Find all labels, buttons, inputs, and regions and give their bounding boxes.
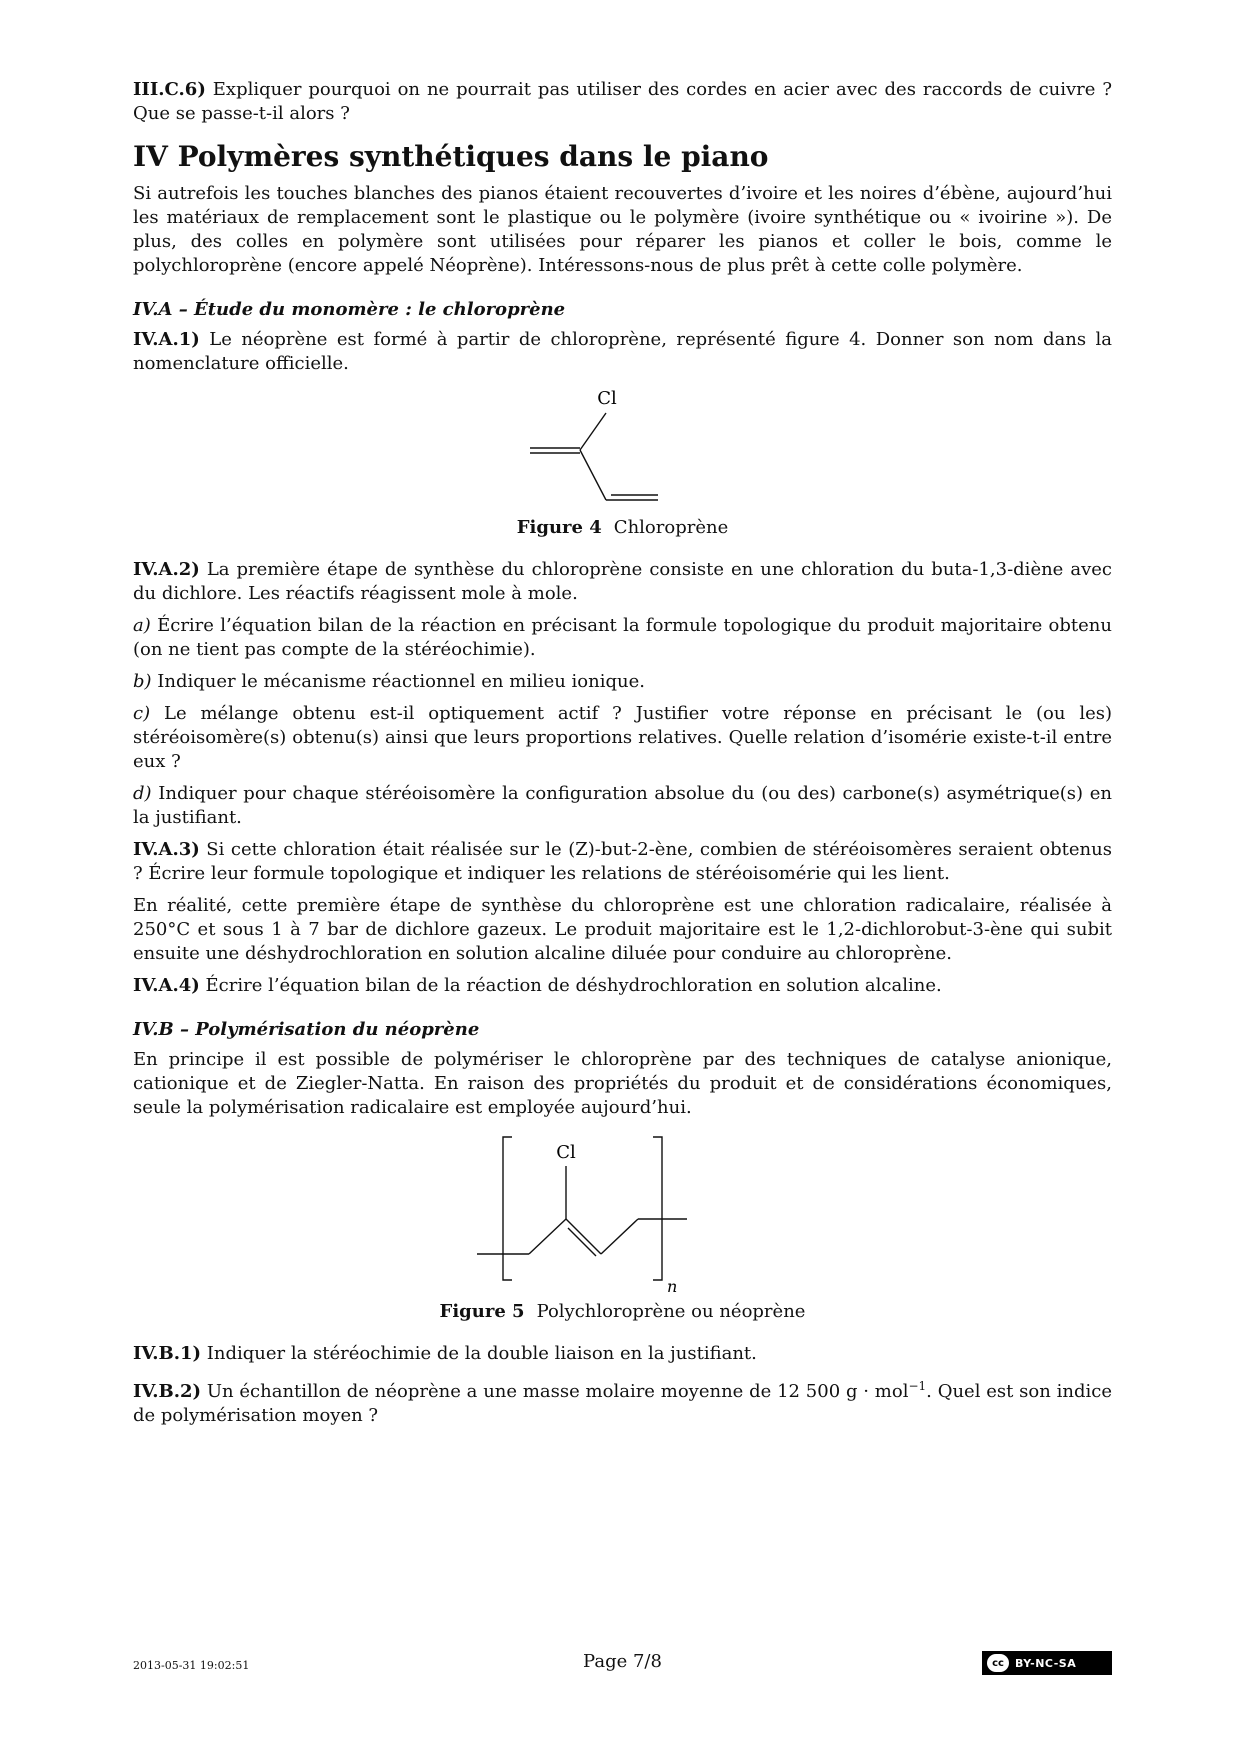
figure-label: Figure 4 <box>516 517 602 538</box>
figure-4 <box>473 384 773 514</box>
question-iva2-d <box>133 782 1112 830</box>
question-label: IV.A.4) <box>133 975 200 996</box>
subsection-iva-title: IV.A – Étude du monomère : le chloroprène <box>133 299 566 320</box>
radical-chlorination-paragraph: En réalité, cette première étape de synthèse du chloroprène est une chloration radicalaire, réalisée à 250°C et sous 1 à 7 bar de dichlore gazeux. Le produit majoritaire est le 1,2-dichlorobut-3-ène qui subit ensuite une déshydrochloration en solution alcaline diluée pour conduire au chloroprène. <box>133 895 1112 964</box>
subsection-ivb-intro: En principe il est possible de polymériser le chloroprène par des techniques de catalyse anionique, cationique et de Ziegler-Natta. En raison des propriétés du produit et de considérations économiques, seule la polymérisation radicalaire est employée aujourd’hui. <box>133 1049 1112 1118</box>
figure-caption-text: Polychloroprène ou néoprène <box>536 1301 806 1322</box>
question-iva2 <box>133 558 1112 606</box>
chloroprene-structure <box>473 384 773 514</box>
figure-caption-text: Chloroprène <box>613 517 729 538</box>
question-text: Le néoprène est formé à partir de chloroprène, représenté figure 4. Donner son nom dans la nomenclature officielle. <box>133 329 1112 374</box>
subquestion-label: a) <box>133 615 151 636</box>
question-iva2-b <box>133 670 1112 694</box>
subquestion-label: c) <box>133 703 151 724</box>
question-iva2-c <box>133 702 1112 774</box>
polychloroprene-structure <box>473 1128 773 1298</box>
question-iva4 <box>133 974 1112 998</box>
chlorine-atom-label: Cl <box>555 1142 576 1163</box>
question-iva3 <box>133 838 1112 886</box>
question-label: IV.B.1) <box>133 1343 202 1364</box>
question-label: IV.A.3) <box>133 839 200 860</box>
subquestion-text: Indiquer le mécanisme réactionnel en milieu ionique. <box>157 671 645 692</box>
question-text: Expliquer pourquoi on ne pourrait pas utiliser des cordes en acier avec des raccords de cuivre ? Que se passe-t-il alors ? <box>133 79 1112 124</box>
question-ivb2 <box>133 1374 1112 1428</box>
question-text-end: . Quel est son indice de polymérisation moyen ? <box>133 1381 1112 1426</box>
question-label: IV.A.1) <box>133 329 200 350</box>
question-text: Si cette chloration était réalisée sur le (Z)-but-2-ène, combien de stéréoisomères seraient obtenus ? Écrire leur formule topologique et indiquer les relations de stéréoisomérie qui les lient. <box>133 839 1112 884</box>
subquestion-label: b) <box>133 671 152 692</box>
creative-commons-icon: cc <box>987 1654 1009 1672</box>
license-badge <box>982 1651 1112 1675</box>
question-iiic6 <box>133 78 1112 126</box>
figure-5 <box>473 1128 773 1298</box>
subquestion-text: Indiquer pour chaque stéréoisomère la configuration absolue du (ou des) carbone(s) asymétrique(s) en la justifiant. <box>133 783 1112 828</box>
chlorine-atom-label: Cl <box>596 388 617 409</box>
question-label: IV.A.2) <box>133 559 200 580</box>
question-text: Indiquer la stéréochimie de la double liaison en la justifiant. <box>206 1343 757 1364</box>
subquestion-label: d) <box>133 783 152 804</box>
unit-exponent: −1 <box>908 1379 927 1393</box>
question-label: III.C.6) <box>133 79 206 100</box>
footer-timestamp: 2013-05-31 19:02:51 <box>133 1659 250 1672</box>
page-number: Page 7/8 <box>583 1651 662 1672</box>
question-iva2-a <box>133 614 1112 662</box>
page-footer <box>133 1651 1112 1681</box>
figure-label: Figure 5 <box>439 1301 525 1322</box>
figure-5-caption <box>133 1300 1112 1324</box>
figure-4-caption <box>133 516 1112 540</box>
subsection-ivb-title: IV.B – Polymérisation du néoprène <box>133 1019 480 1040</box>
section-iv-intro: Si autrefois les touches blanches des pianos étaient recouvertes d’ivoire et les noires d’ébène, aujourd’hui les matériaux de remplacement sont le plastique ou le polymère (ivoire synthétique ou « ivoirine »). De plus, des colles en polymère sont utilisées pour réparer les pianos et coller le bois, comme le polychloroprène (encore appelé Néoprène). Intéressons-nous de plus prêt à cette colle polymère. <box>133 183 1112 276</box>
subquestion-text: Écrire l’équation bilan de la réaction en précisant la formule topologique du produit majoritaire obtenu (on ne tient pas compte de la stéréochimie). <box>133 615 1112 660</box>
question-iva1 <box>133 328 1112 376</box>
license-text: BY-NC-SA <box>1015 1656 1077 1670</box>
subquestion-text: Le mélange obtenu est-il optiquement actif ? Justifier votre réponse en précisant le (ou les) stéréoisomère(s) obtenu(s) ainsi que leurs proportions relatives. Quelle relation d’isomérie existe-t-il entre eux ? <box>133 703 1112 772</box>
question-text: Un échantillon de néoprène a une masse molaire moyenne de 12 500 g · mol <box>206 1381 909 1402</box>
question-text: La première étape de synthèse du chloroprène consiste en une chloration du buta-1,3-diène avec du dichlore. Les réactifs réagissent mole à mole. <box>133 559 1112 604</box>
repeat-unit-subscript: n <box>666 1277 677 1296</box>
question-label: IV.B.2) <box>133 1381 202 1402</box>
question-ivb1 <box>133 1342 1112 1366</box>
question-text: Écrire l’équation bilan de la réaction de déshydrochloration en solution alcaline. <box>205 975 942 996</box>
section-iv-title: IV Polymères synthétiques dans le piano <box>133 140 769 173</box>
page-content <box>133 78 1112 1436</box>
